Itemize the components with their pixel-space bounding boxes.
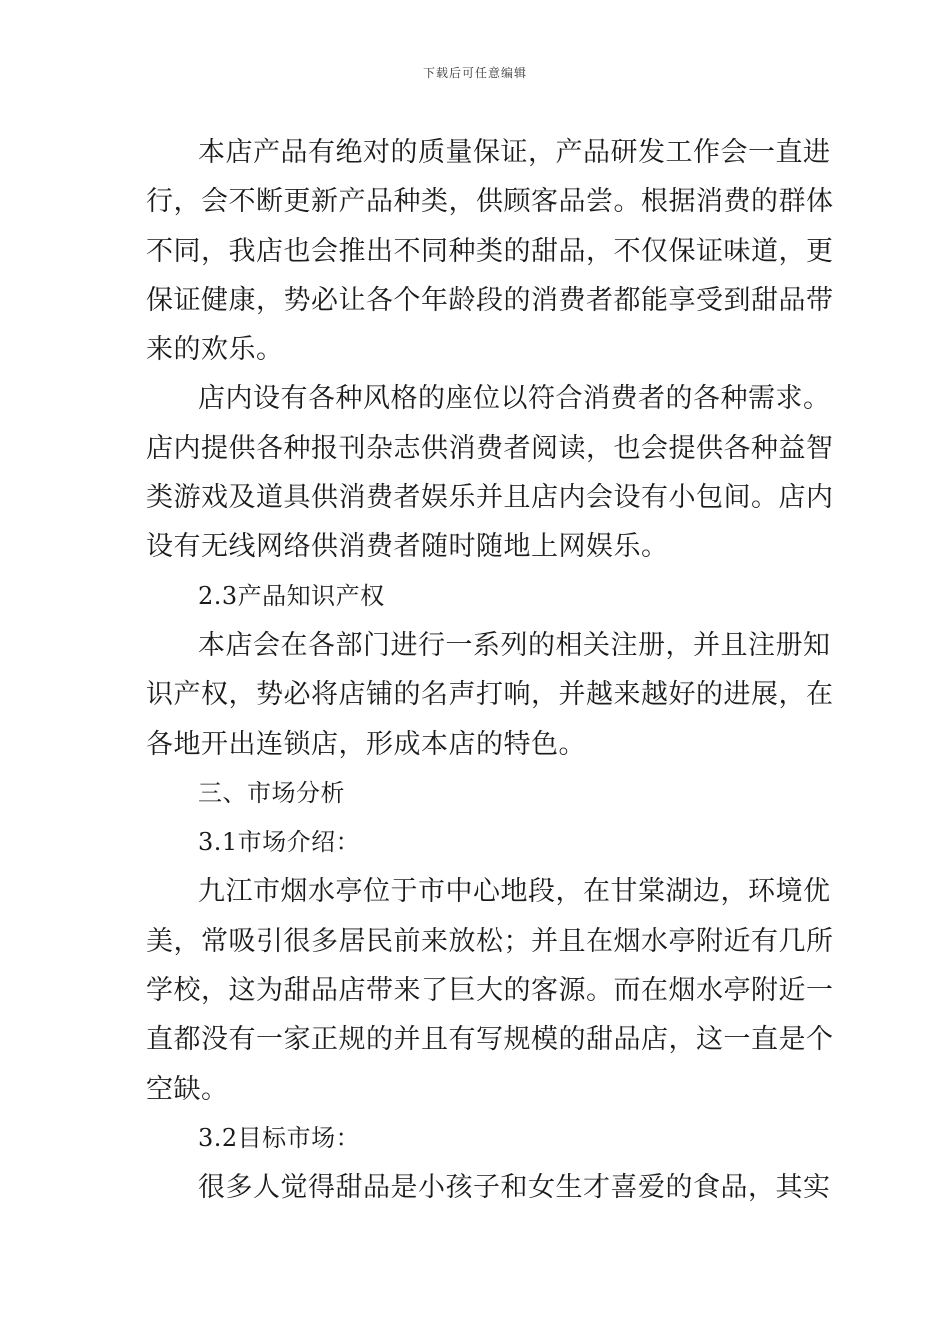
paragraph-line: 九江市烟水亭位于市中心地段，在甘棠湖边，环境优 — [198, 876, 831, 908]
paragraph-line: 各地开出连锁店，形成本店的特色。 — [146, 728, 586, 760]
paragraph-line: 店内提供各种报刊杂志供消费者阅读，也会提供各种益智 — [146, 432, 834, 464]
document-body — [146, 128, 834, 1213]
paragraph-line: 保证健康，势必让各个年龄段的消费者都能享受到甜品带 — [146, 284, 834, 316]
paragraph-line: 类游戏及道具供消费者娱乐并且店内会设有小包间。店内 — [146, 482, 834, 514]
paragraph-line: 不同，我店也会推出不同种类的甜品，不仅保证味道，更 — [146, 235, 834, 267]
paragraph-line: 很多人觉得甜品是小孩子和女生才喜爱的食品，其实 — [198, 1172, 831, 1204]
section-heading: 3.2目标市场： — [198, 1123, 361, 1152]
section-heading: 2.3产品知识产权 — [198, 581, 385, 610]
chapter-heading: 三、市场分析 — [198, 778, 345, 807]
paragraph-line: 店内设有各种风格的座位以符合消费者的各种需求。 — [198, 383, 831, 415]
section-heading: 3.1市场介绍： — [198, 828, 361, 857]
paragraph-line: 来的欢乐。 — [146, 334, 284, 366]
paragraph-line: 本店会在各部门进行一系列的相关注册，并且注册知 — [198, 629, 831, 661]
paragraph-line: 本店产品有绝对的质量保证，产品研发工作会一直进 — [198, 137, 831, 168]
paragraph-line: 空缺。 — [146, 1073, 229, 1105]
paragraph-line: 学校，这为甜品店带来了巨大的客源。而在烟水亭附近一 — [146, 975, 834, 1007]
paragraph-line: 美，常吸引很多居民前来放松；并且在烟水亭附近有几所 — [146, 925, 834, 957]
paragraph-line: 直都没有一家正规的并且有写规模的甜品店，这一直是个 — [146, 1024, 834, 1056]
paragraph-line: 识产权，势必将店铺的名声打响，并越来越好的进展，在 — [146, 679, 834, 711]
page-header-note: 下载后可任意编辑 — [422, 66, 527, 80]
paragraph-line: 设有无线网络供消费者随时随地上网娱乐。 — [146, 531, 669, 563]
paragraph-line: 行，会不断更新产品种类，供顾客品尝。根据消费的群体 — [146, 186, 834, 218]
